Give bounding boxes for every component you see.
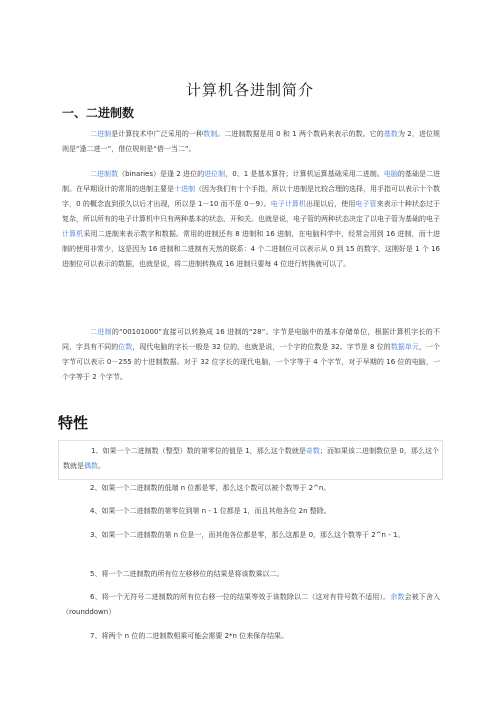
paragraph-text: 。 bbox=[98, 462, 105, 470]
paragraph-text: 的基础是二进制。在早期设计的常用的进制主要是 bbox=[62, 170, 441, 193]
paragraph-text: 的“00101000”直接可以转换成 16 进制的“28”。字节是电脑中的基本存储单位，根据计算机字长的不同，字具有不同的 bbox=[62, 328, 441, 351]
term-link[interactable]: 数制 bbox=[203, 130, 218, 138]
paragraph-1 bbox=[62, 127, 440, 157]
paragraph-text: ，0、1 是基本算符；计算机运算基础采用二进制。 bbox=[225, 170, 384, 178]
paragraph-text: 会被下舍入（rounddown） bbox=[62, 593, 441, 616]
paragraph-text: 采用二进制来表示数字和数据。常用的进制还有 8 进制和 16 进制，在电脑科学中，经常会用到 16 进制，而十进制的使用非常少，这是因为 16 进制和二进制有天然的联系：4 个二进制位可以表示从 0 到 15 的数字，这刚好是 1 个 16 进制位可以表示的数据，也就是说，将二进制转换成 16 进制只要每 4 位进行转换就可以了。 bbox=[62, 230, 441, 268]
term-link[interactable]: 十进制 bbox=[174, 185, 195, 193]
term-link[interactable]: 二进制 bbox=[90, 130, 112, 138]
paragraph-text: 。二进制数据是用 0 和 1 两个数码来表示的数。它的 bbox=[217, 130, 384, 138]
paragraph-text: 出现以后，使用 bbox=[306, 200, 356, 208]
term-link[interactable]: 余数 bbox=[390, 593, 405, 601]
paragraph-text: 为 2，进位规则是“逢二进一”，借位规则是“借一当二”。 bbox=[62, 130, 441, 153]
term-link[interactable]: 进位制 bbox=[204, 170, 226, 178]
property-5: 5、将一个二进制数的所有位左移移位的结果是将该数乘以二。 bbox=[90, 570, 284, 578]
paragraph-text: ；而如果该二进制数位是 0，那么这个数就是 bbox=[63, 447, 439, 470]
term-link[interactable]: 二进制数 bbox=[90, 170, 119, 178]
property-6 bbox=[62, 590, 440, 620]
paragraph-text: ，一个字节可以表示 0－255 的十进制数据。对于 32 位字长的现代电脑，一个字等于 4 个字节，对于早期的 16 位的电脑，一个字等于 2 个字节。 bbox=[62, 343, 441, 381]
paragraph-text: 1、如果一个二进制数（整型）数的第零位的值是 1，那么这个数就是 bbox=[91, 447, 306, 455]
paragraph-text: 是计算技术中广泛采用的一种 bbox=[111, 130, 204, 138]
paragraph-text: 6、将一个无符号二进制数的所有位右移一位的结果等效于该数除以二（这对有符号数不适用）。 bbox=[90, 593, 391, 601]
term-link[interactable]: 数据单元 bbox=[390, 343, 419, 351]
term-link[interactable]: 二进制 bbox=[90, 328, 112, 336]
highlight-box bbox=[58, 440, 443, 480]
property-2: 2、如果一个二进制数的低端 n 位都是零，那么这个数可以被个数等于 2^n。 bbox=[90, 484, 331, 492]
paragraph-text: 来表示十种状态过于复杂，所以所有的电子计算机中只有两种基本的状态，开和关。也就是说，电子管的两种状态决定了以电子管为基础的电子 bbox=[62, 200, 441, 223]
section-heading-binary: 一、二进制数 bbox=[62, 106, 135, 120]
paragraph-3 bbox=[62, 325, 440, 385]
paragraph-text: ，现代电脑的字长一般是 32 位的，也就是说，一个字的位数是 32。字节是 8 位的 bbox=[132, 343, 391, 351]
term-link[interactable]: 位数 bbox=[118, 343, 133, 351]
term-link[interactable]: 电子管 bbox=[355, 200, 377, 208]
property-3: 4、如果一个二进制数的第零位到第 n - 1 位都是 1，而且其他各位 2n 整除。 bbox=[90, 507, 331, 515]
section-heading-properties: 特性 bbox=[58, 414, 89, 432]
term-link[interactable]: 电脑 bbox=[383, 170, 398, 178]
property-7: 7、将两个 n 位的二进制数相乘可能会需要 2*n 位来保存结果。 bbox=[90, 632, 289, 640]
term-link[interactable]: 基数 bbox=[383, 130, 398, 138]
term-link[interactable]: 计算机 bbox=[62, 230, 84, 238]
property-1 bbox=[63, 444, 439, 474]
paragraph-text: （binaries）是逢 2 进位的 bbox=[118, 170, 205, 178]
paragraph-text: （因为我们有十个手指，所以十进制是比较合理的选择，用手指可以表示十个数字，0 的概念直到很久以后才出现，所以是 1－10 而不是 0－9）。 bbox=[62, 185, 440, 208]
page-title: 计算机各进制简介 bbox=[185, 81, 314, 99]
term-link[interactable]: 奇数 bbox=[305, 447, 320, 455]
term-link[interactable]: 偶数 bbox=[84, 462, 98, 470]
paragraph-2 bbox=[62, 167, 440, 272]
term-link[interactable]: 电子计算机 bbox=[270, 200, 306, 208]
property-4: 3、如果一个二进制数的第 n 位是一，而其他各位都是零，那么这都是 0，那么这个数等于 2^n - 1。 bbox=[90, 531, 405, 539]
